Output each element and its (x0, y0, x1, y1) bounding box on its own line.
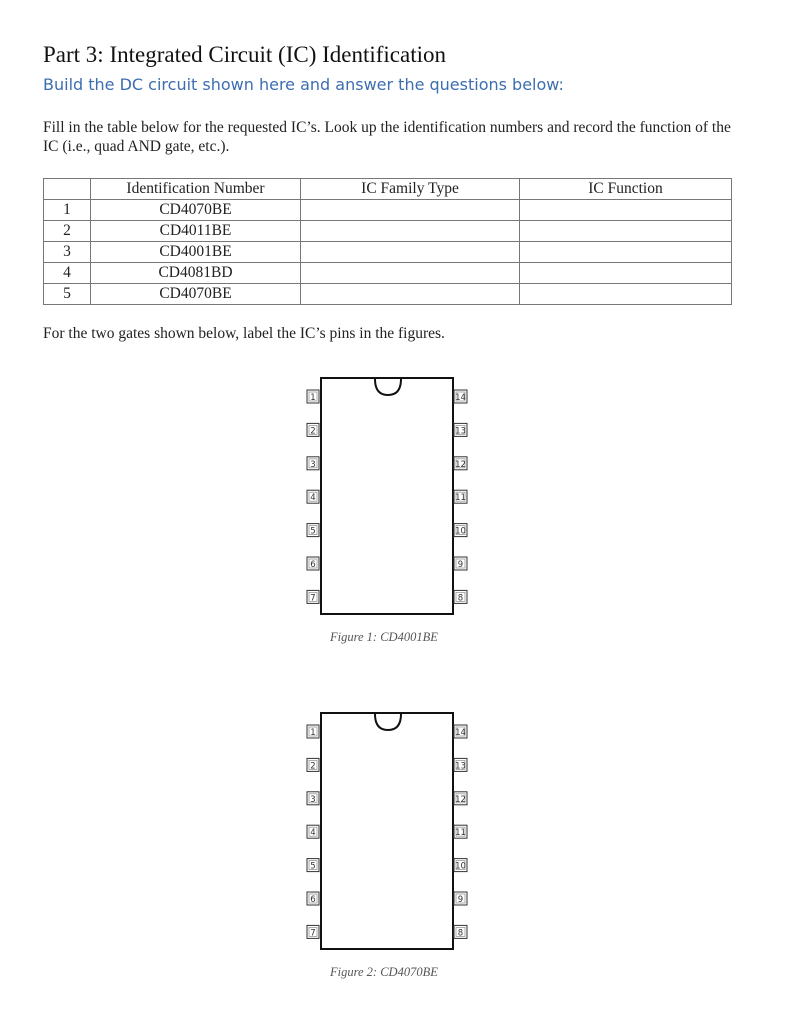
pin-11 (454, 825, 467, 838)
pin-11 (454, 490, 467, 503)
pin-10 (454, 859, 467, 872)
pin-number-label: 9 (457, 895, 464, 905)
pin-3 (307, 457, 319, 470)
ic-family-type-cell[interactable] (301, 263, 520, 284)
pin-number-label: 8 (457, 593, 464, 604)
page-title: Part 3: Integrated Circuit (IC) Identification (43, 42, 447, 67)
pin-9 (454, 892, 467, 905)
pin-1 (307, 725, 319, 738)
pin-number-label: 4 (310, 828, 316, 839)
pin-number-label: 2 (310, 761, 316, 772)
ic-family-type-cell[interactable] (301, 200, 520, 221)
ic-family-type-cell[interactable] (301, 221, 520, 242)
pin-4 (307, 825, 319, 838)
ic-function-cell[interactable] (520, 284, 732, 305)
ic-identification-table (43, 178, 732, 305)
table-row (44, 242, 732, 263)
pin-2 (307, 423, 319, 436)
pin-6 (307, 557, 319, 570)
page-subtitle: Build the DC circuit shown here and answer the questions below: (43, 75, 564, 94)
ic-family-type-cell[interactable] (301, 284, 520, 305)
ic-function-cell[interactable] (520, 263, 732, 284)
pin-8 (454, 925, 467, 938)
pin-8 (454, 590, 467, 603)
pin-number-label: 14 (455, 728, 466, 738)
pin-9 (454, 557, 467, 570)
pin-number-label: 14 (455, 393, 466, 403)
row-number: 2 (44, 221, 91, 242)
pin-6 (307, 892, 319, 905)
pin-13 (454, 758, 467, 771)
pin-7 (307, 590, 319, 603)
pin-1 (307, 390, 319, 403)
pin-number-label: 3 (310, 794, 316, 805)
dip14-chip-diagram (305, 711, 470, 953)
identification-number-cell: CD4070BE (91, 200, 301, 221)
pin-number-label: 7 (310, 928, 316, 939)
pin-number-label: 13 (455, 761, 466, 772)
pin-7 (307, 925, 319, 938)
ic-chip-figure-2 (305, 711, 470, 958)
pin-number-label: 8 (457, 928, 464, 939)
table-header-row (44, 179, 732, 200)
pin-number-label: 5 (310, 861, 316, 872)
table-row (44, 200, 732, 221)
identification-number-cell: CD4070BE (91, 284, 301, 305)
pin-number-label: 3 (310, 459, 316, 470)
pin-number-label: 12 (455, 794, 466, 805)
identification-number-cell: CD4011BE (91, 221, 301, 242)
header-number (44, 179, 91, 200)
row-number: 4 (44, 263, 91, 284)
table-instructions: Fill in the table below for the requested IC’s. Look up the identification numbers and record the function of the IC (i.e., quad AND gate, etc.). (43, 119, 731, 155)
identification-number-cell: CD4081BD (91, 263, 301, 284)
pin-number-label: 6 (310, 560, 316, 570)
row-number: 3 (44, 242, 91, 263)
pin-3 (307, 792, 319, 805)
pin-number-label: 1 (310, 728, 316, 738)
pin-2 (307, 758, 319, 771)
pin-13 (454, 423, 467, 436)
header-ic-family-type: IC Family Type (301, 179, 520, 200)
pin-number-label: 5 (310, 526, 316, 537)
figure-1-caption: Figure 1: CD4001BE (330, 630, 438, 644)
pin-number-label: 1 (310, 393, 316, 403)
pin-12 (454, 792, 467, 805)
figure-2-caption: Figure 2: CD4070BE (330, 965, 438, 979)
pin-14 (454, 725, 467, 738)
header-identification-number: Identification Number (91, 179, 301, 200)
pin-number-label: 10 (455, 861, 466, 872)
pin-5 (307, 859, 319, 872)
ic-chip-figure-1 (305, 376, 470, 623)
table-row (44, 263, 732, 284)
pin-5 (307, 524, 319, 537)
ic-family-type-cell[interactable] (301, 242, 520, 263)
pin-10 (454, 524, 467, 537)
header-ic-function: IC Function (520, 179, 732, 200)
pin-number-label: 13 (455, 426, 466, 437)
dip14-chip-diagram (305, 376, 470, 618)
identification-number-cell: CD4001BE (91, 242, 301, 263)
ic-function-cell[interactable] (520, 242, 732, 263)
row-number: 1 (44, 200, 91, 221)
figures-instructions: For the two gates shown below, label the IC’s pins in the figures. (43, 325, 445, 342)
row-number: 5 (44, 284, 91, 305)
pin-number-label: 10 (455, 526, 466, 537)
chip-body (321, 378, 453, 614)
ic-function-cell[interactable] (520, 200, 732, 221)
chip-body (321, 713, 453, 949)
pin-number-label: 11 (455, 493, 466, 504)
pin-number-label: 4 (310, 493, 316, 504)
pin-12 (454, 457, 467, 470)
pin-number-label: 2 (310, 426, 316, 437)
pin-number-label: 9 (457, 560, 464, 570)
ic-function-cell[interactable] (520, 221, 732, 242)
pin-number-label: 6 (310, 895, 316, 905)
pin-14 (454, 390, 467, 403)
table-row (44, 221, 732, 242)
pin-4 (307, 490, 319, 503)
pin-number-label: 11 (455, 828, 466, 839)
table-row (44, 284, 732, 305)
pin-number-label: 12 (455, 459, 466, 470)
pin-number-label: 7 (310, 593, 316, 604)
